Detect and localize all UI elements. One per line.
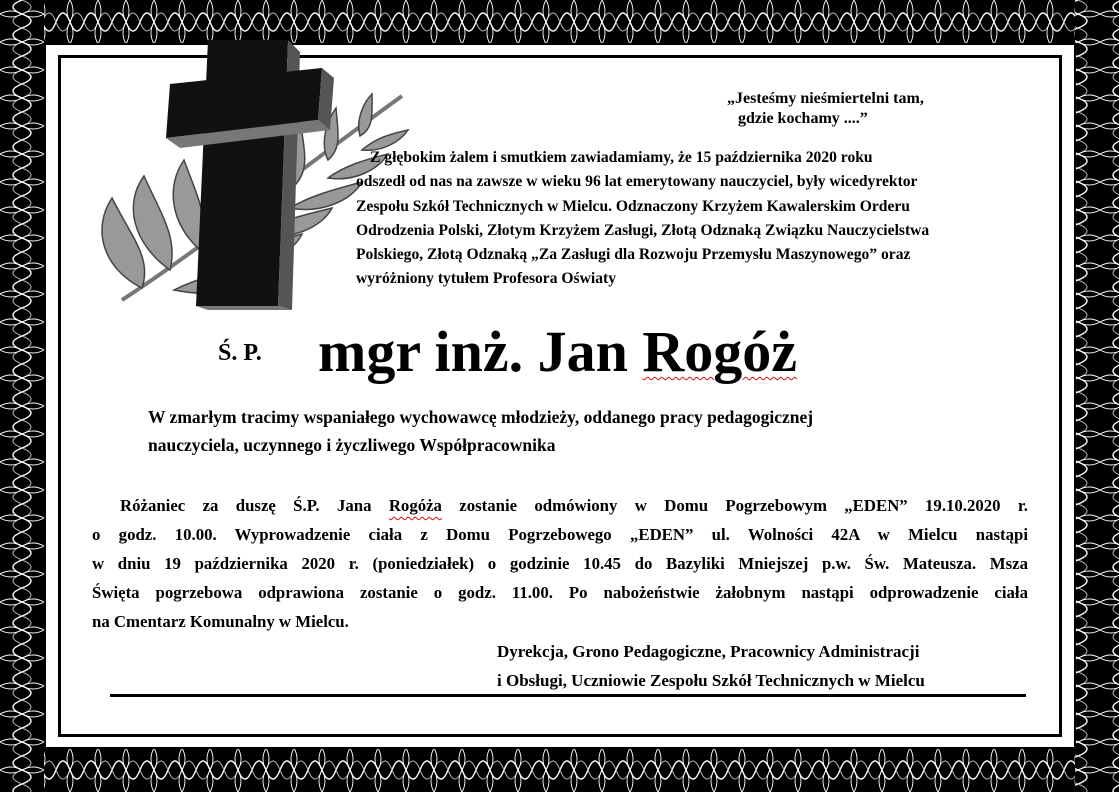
signature-line-1: Dyrekcja, Grono Pedagogiczne, Pracownicy Administracji (497, 642, 920, 661)
motto-quote (727, 89, 987, 129)
announcement-line: Zespołu Szkół Technicznych w Mielcu. Odznaczony Krzyżem Kawalerskim Orderu (356, 197, 910, 215)
announcement-text (356, 146, 1048, 292)
funeral-details-line: Święta pogrzebowa odprawiona zostanie o godz. 11.00. Po nabożeństwie żałobnym nastąpi odprowadzenie ciała (92, 583, 1028, 602)
announcement-line: odszedł od nas na zawsze w wieku 96 lat emerytowany nauczyciel, były wicedyrektor (356, 173, 918, 191)
tribute-line: W zmarłym tracimy wspaniałego wychowawcę młodzieży, oddanego pracy pedagogicznej (148, 407, 814, 427)
quote-line-2: gdzie kochamy ....” (738, 110, 868, 127)
funeral-details-text: Różaniec za duszę Ś.P. Jana (120, 496, 389, 515)
deceased-surname: Rogóż (642, 319, 798, 384)
announcement-line: wyróżniony tytułem Profesora Oświaty (356, 270, 616, 288)
funeral-details-text: zostanie odmówiony w Domu Pogrzebowym „EDEN” 19.10.2020 r. (441, 496, 1028, 515)
funeral-details (92, 491, 1028, 636)
deceased-title: mgr inż. Jan (318, 319, 643, 384)
announcement-line: Odrodzenia Polski, Złotym Krzyżem Zasługi, Złotą Odznaką Związku Nauczycielstwa (356, 221, 930, 239)
deceased-surname-genitive: Rogóża (388, 496, 442, 515)
signature-rule (110, 694, 1026, 697)
latin-cross-icon (166, 40, 334, 310)
funeral-details-line: o godz. 10.00. Wyprowadzenie ciała z Domu Pogrzebowego „EDEN” ul. Wolności 42A w Mielcu nastąpi (92, 525, 1028, 544)
signature-line-2: i Obsługi, Uczniowie Zespołu Szkół Technicznych w Mielcu (497, 671, 925, 690)
tribute-line: nauczyciela, uczynnego i życzliwego Współpracownika (148, 435, 556, 455)
funeral-details-line: w dniu 19 października 2020 r. (poniedziałek) o godzinie 10.45 do Bazyliki Mniejszej p.w. Św. Mateusza. Msza (92, 554, 1028, 573)
quote-line-1: „Jesteśmy nieśmiertelni tam, (727, 90, 924, 107)
announcement-line: Z głębokim żalem i smutkiem zawiadamiamy, że 15 października 2020 roku (370, 149, 873, 166)
funeral-details-line: na Cmentarz Komunalny w Mielcu. (92, 612, 349, 631)
deceased-prefix: Ś. P. (218, 340, 262, 366)
announcement-line: Polskiego, Złotą Odznaką „Za Zasługi dla Rozwoju Przemysłu Maszynowego” oraz (356, 246, 911, 264)
funeral-details-line (92, 491, 1028, 520)
deceased-name (318, 318, 797, 385)
signature-block (497, 637, 1017, 695)
tribute-text (148, 403, 978, 459)
